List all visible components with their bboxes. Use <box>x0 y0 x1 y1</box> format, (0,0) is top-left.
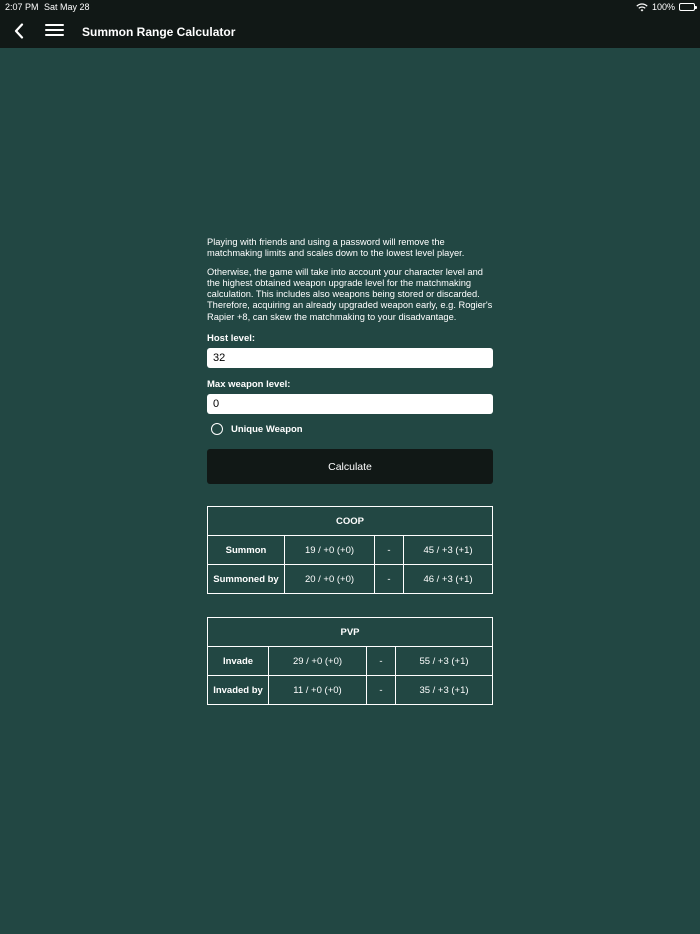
back-button[interactable] <box>10 20 28 42</box>
range-min: 19 / +0 (+0) <box>285 536 375 565</box>
status-date: Sat May 28 <box>44 2 90 12</box>
unique-weapon-label: Unique Weapon <box>231 423 303 435</box>
hamburger-menu-icon <box>44 24 66 36</box>
battery-percent: 100% <box>651 2 675 12</box>
status-right <box>636 2 695 12</box>
row-label: Invade <box>208 647 269 676</box>
max-weapon-level-input[interactable] <box>207 394 493 414</box>
host-level-label: Host level: <box>207 333 256 345</box>
range-max: 35 / +3 (+1) <box>396 676 493 705</box>
range-separator: - <box>375 536 404 565</box>
row-label: Invaded by <box>208 676 269 705</box>
host-level-input[interactable] <box>207 348 493 368</box>
table-row <box>208 536 493 565</box>
range-min: 11 / +0 (+0) <box>269 676 367 705</box>
main-content <box>207 237 493 705</box>
range-min: 29 / +0 (+0) <box>269 647 367 676</box>
page-title: Summon Range Calculator <box>82 25 236 39</box>
intro-paragraph-1: Playing with friends and using a password will remove the matchmaking limits and scales down to the lowest level player. <box>207 237 465 259</box>
range-min: 20 / +0 (+0) <box>285 565 375 594</box>
radio-unchecked-icon[interactable] <box>211 423 223 435</box>
status-time: 2:07 PM <box>5 2 39 12</box>
row-label: Summon <box>208 536 285 565</box>
table-header-row <box>208 507 493 536</box>
calculate-button[interactable]: Calculate <box>207 449 493 484</box>
row-label: Summoned by <box>208 565 285 594</box>
table-row <box>208 565 493 594</box>
wifi-icon <box>636 3 648 12</box>
pvp-table <box>207 617 493 705</box>
battery-icon <box>679 3 695 11</box>
range-separator: - <box>367 676 396 705</box>
max-weapon-level-label: Max weapon level: <box>207 379 291 391</box>
table-header-row <box>208 618 493 647</box>
unique-weapon-toggle[interactable] <box>211 423 493 435</box>
coop-title: COOP <box>208 507 493 536</box>
menu-button[interactable] <box>44 21 66 41</box>
status-bar <box>0 0 700 14</box>
top-bar <box>0 0 700 48</box>
range-max: 45 / +3 (+1) <box>404 536 493 565</box>
back-chevron-icon <box>14 23 24 39</box>
table-row <box>208 676 493 705</box>
range-separator: - <box>367 647 396 676</box>
coop-table <box>207 506 493 594</box>
range-separator: - <box>375 565 404 594</box>
pvp-title: PVP <box>208 618 493 647</box>
range-max: 55 / +3 (+1) <box>396 647 493 676</box>
range-max: 46 / +3 (+1) <box>404 565 493 594</box>
intro-paragraph-2: Otherwise, the game will take into account your character level and the highest obtained weapon upgrade level for the matchmaking calculation. This includes also weapons being stored or discarded. Therefore, acquiring an already upgraded weapon early, e.g. Rogier's Rapier +8, can skew the matchmaking to your disadvantage. <box>207 266 493 322</box>
table-row <box>208 647 493 676</box>
